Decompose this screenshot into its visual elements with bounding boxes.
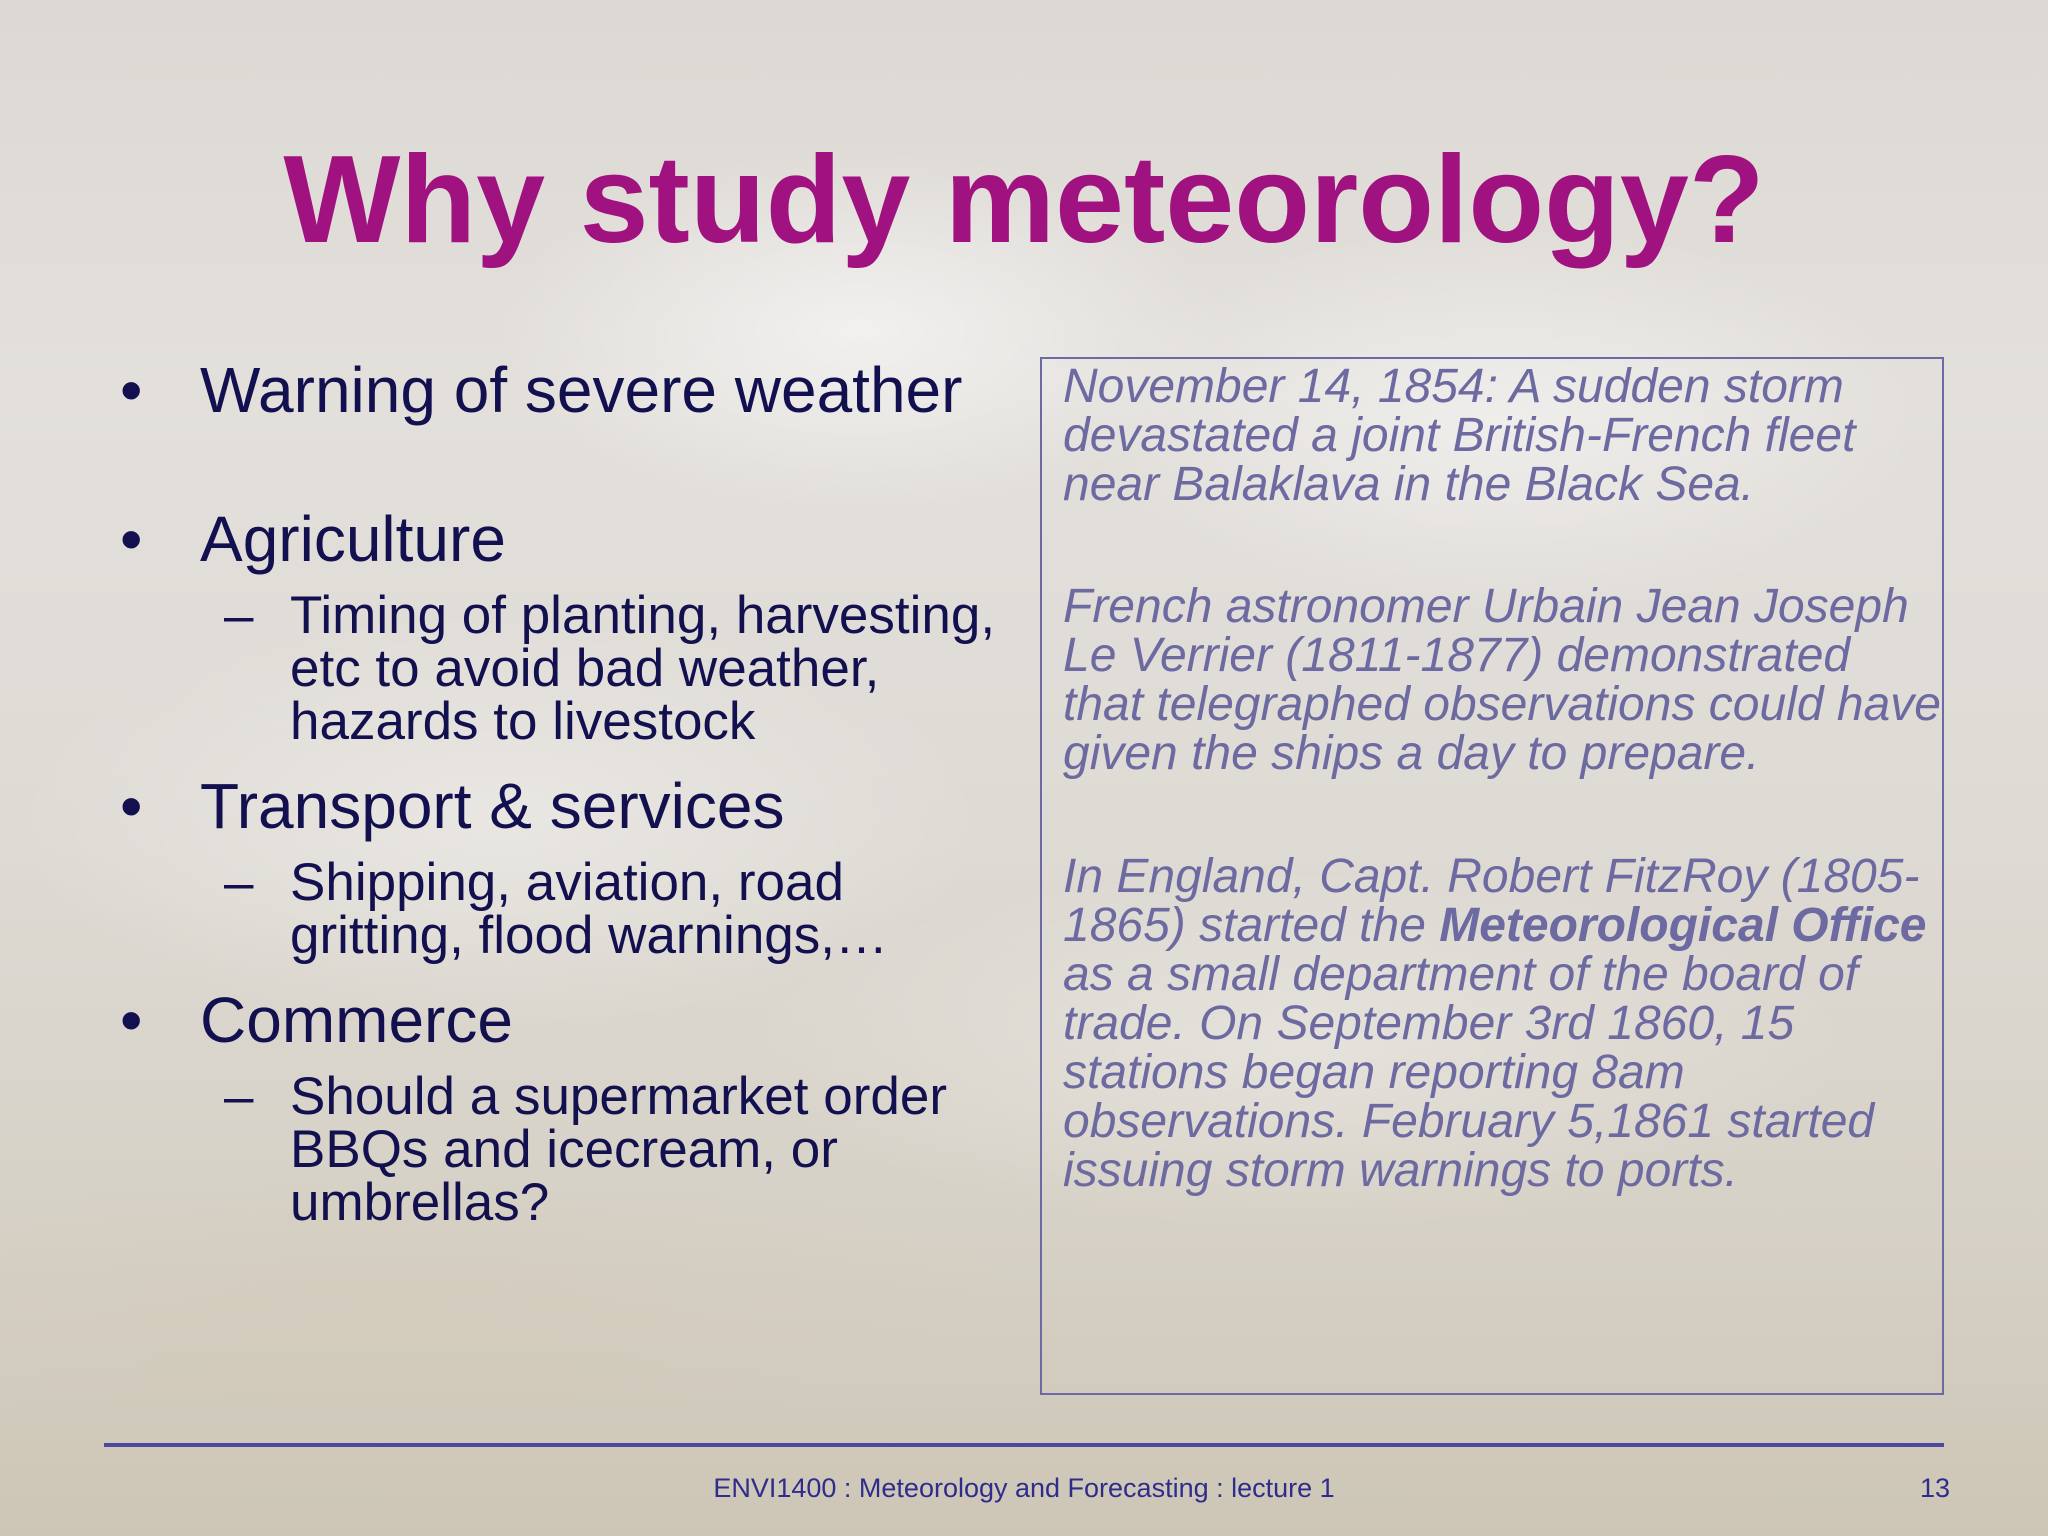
fitzroy-text-end: as a small department of the board of trade. On September 3rd 1860, 15 stations began reporting 8am observations. February 5,1861 started issuing storm warnings to ports. <box>1063 948 1875 1197</box>
fitzroy-text-start: In England, Capt. Robert FitzRoy (1805-1865) started the <box>1063 850 1920 952</box>
bullet-text: Commerce <box>200 984 513 1056</box>
sub-bullet-agriculture <box>120 586 1010 751</box>
history-paragraph-fitzroy <box>1063 852 1943 1195</box>
bullet-list <box>120 354 1010 1232</box>
met-office-emphasis: Meteorological Office <box>1439 899 1927 952</box>
bullet-text: Agriculture <box>200 503 506 575</box>
footer-course-title: ENVI1400 : Meteorology and Forecasting : lecture 1 <box>713 1473 1335 1503</box>
sub-bullet-marker: – <box>224 1067 254 1126</box>
bullet-text: Transport & services <box>200 770 785 842</box>
history-text <box>1063 362 1943 1195</box>
history-paragraph-le-verrier: French astronomer Urbain Jean Joseph Le Verrier (1811-1877) demonstrated that telegraphed observations could have given the ships a day to prepare. <box>1063 580 1941 780</box>
slide-number: 13 <box>1919 1473 1950 1503</box>
bullet-item-transport <box>120 770 1010 842</box>
sub-bullet-commerce <box>120 1067 1010 1232</box>
sub-bullet-text: Timing of planting, harvesting, etc to avoid bad weather, hazards to livestock <box>290 586 996 751</box>
slide-title: Why study meteorology? <box>283 131 1765 269</box>
bullet-item-warning <box>120 354 1010 426</box>
bullet-marker: • <box>120 770 143 842</box>
bullet-text: Warning of severe weather <box>200 354 963 426</box>
sub-bullet-transport <box>120 853 1010 965</box>
bullet-marker: • <box>120 984 143 1056</box>
sub-bullet-text: Should a supermarket order BBQs and icecream, or umbrellas? <box>290 1067 947 1232</box>
sub-bullet-marker: – <box>224 586 254 645</box>
bullet-marker: • <box>120 354 143 426</box>
bullet-item-commerce <box>120 984 1010 1056</box>
history-paragraph-balaklava: November 14, 1854: A sudden storm devastated a joint British-French fleet near Balaklava in the Black Sea. <box>1063 360 1856 511</box>
sub-bullet-marker: – <box>224 853 254 912</box>
bullet-item-agriculture <box>120 503 1010 575</box>
sub-bullet-text: Shipping, aviation, road gritting, flood warnings,… <box>290 853 889 965</box>
bullet-marker: • <box>120 503 143 575</box>
footer-divider <box>104 1443 1944 1447</box>
